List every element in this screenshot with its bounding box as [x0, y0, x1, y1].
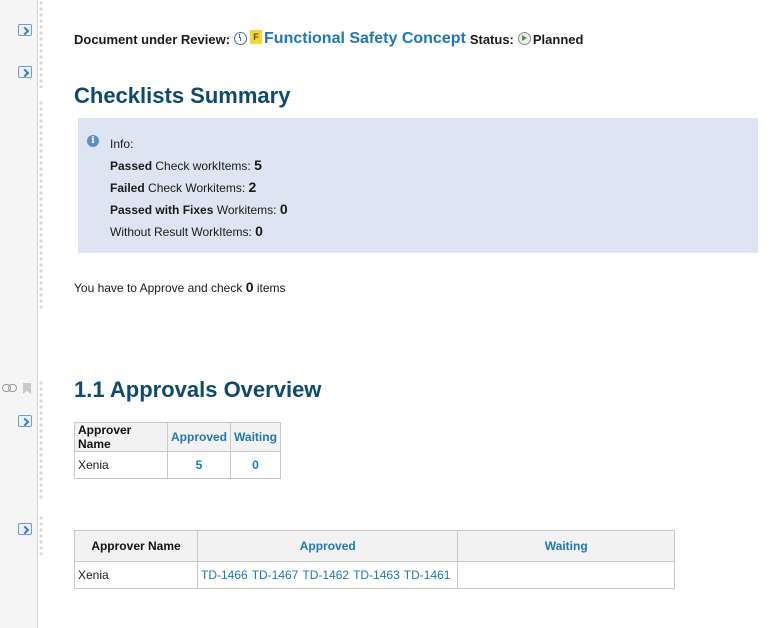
- workitem-link[interactable]: TD-1462: [302, 568, 350, 582]
- block-marker: [38, 380, 44, 500]
- document-icon: F: [250, 30, 262, 44]
- document-title-link[interactable]: Functional Safety Concept: [264, 30, 466, 47]
- info-line-without-result: Without Result WorkItems: 0: [110, 223, 263, 239]
- column-header-approved: Approved: [198, 531, 458, 562]
- approvals-detail-table: [74, 530, 675, 589]
- approved-items: [198, 562, 458, 589]
- expand-icon[interactable]: [18, 24, 32, 36]
- workitem-link[interactable]: TD-1467: [251, 568, 299, 582]
- bookmark-icon[interactable]: [23, 383, 31, 394]
- workitem-link[interactable]: TD-1466: [201, 568, 248, 582]
- block-marker: [38, 0, 44, 88]
- workitem-link[interactable]: TD-1461: [403, 568, 451, 582]
- info-lines: [110, 134, 288, 243]
- document-header: [74, 30, 583, 48]
- info-panel: [78, 118, 758, 253]
- approvals-summary-table: [74, 422, 281, 479]
- waiting-count[interactable]: 0: [231, 452, 281, 479]
- block-marker: [38, 515, 44, 555]
- left-gutter: [0, 0, 38, 628]
- table-header-row: [75, 423, 281, 452]
- approvals-title: 1.1 Approvals Overview: [74, 377, 322, 402]
- doc-label: Document under Review:: [74, 31, 231, 47]
- expand-icon[interactable]: [18, 523, 32, 535]
- info-line-failed: Failed Check Workitems: 2: [110, 179, 257, 195]
- approver-name: Xenia: [75, 452, 168, 479]
- column-header: Approver Name: [75, 531, 198, 562]
- info-line-fixes: Passed with Fixes Workitems: 0: [110, 201, 288, 217]
- info-label: Info:: [110, 137, 134, 151]
- info-icon: i: [87, 135, 99, 147]
- column-header-approved[interactable]: Approved: [168, 423, 231, 452]
- table-row: [75, 562, 675, 589]
- approved-count[interactable]: 5: [168, 452, 231, 479]
- planned-status-icon: [518, 32, 531, 45]
- link-icon[interactable]: [2, 384, 16, 392]
- approver-name: Xenia: [75, 562, 198, 589]
- approve-notice: You have to Approve and check 0 items: [74, 279, 286, 295]
- section-title: Checklists Summary: [74, 83, 291, 108]
- table-row: [75, 452, 281, 479]
- expand-icon[interactable]: [18, 66, 32, 78]
- column-header-waiting[interactable]: Waiting: [231, 423, 281, 452]
- status-label: Status:: [469, 31, 514, 47]
- status-value: Planned: [532, 31, 584, 47]
- column-header-waiting: Waiting: [458, 531, 675, 562]
- workitem-link[interactable]: TD-1463: [353, 568, 400, 582]
- clock-icon: [234, 32, 247, 45]
- approve-count: 0: [245, 279, 254, 295]
- expand-icon[interactable]: [18, 415, 32, 427]
- table-header-row: [75, 531, 675, 562]
- info-line-passed: Passed Check workItems: 5: [110, 157, 262, 173]
- waiting-items: [458, 562, 675, 589]
- block-marker: [38, 100, 44, 310]
- column-header: Approver Name: [75, 423, 168, 452]
